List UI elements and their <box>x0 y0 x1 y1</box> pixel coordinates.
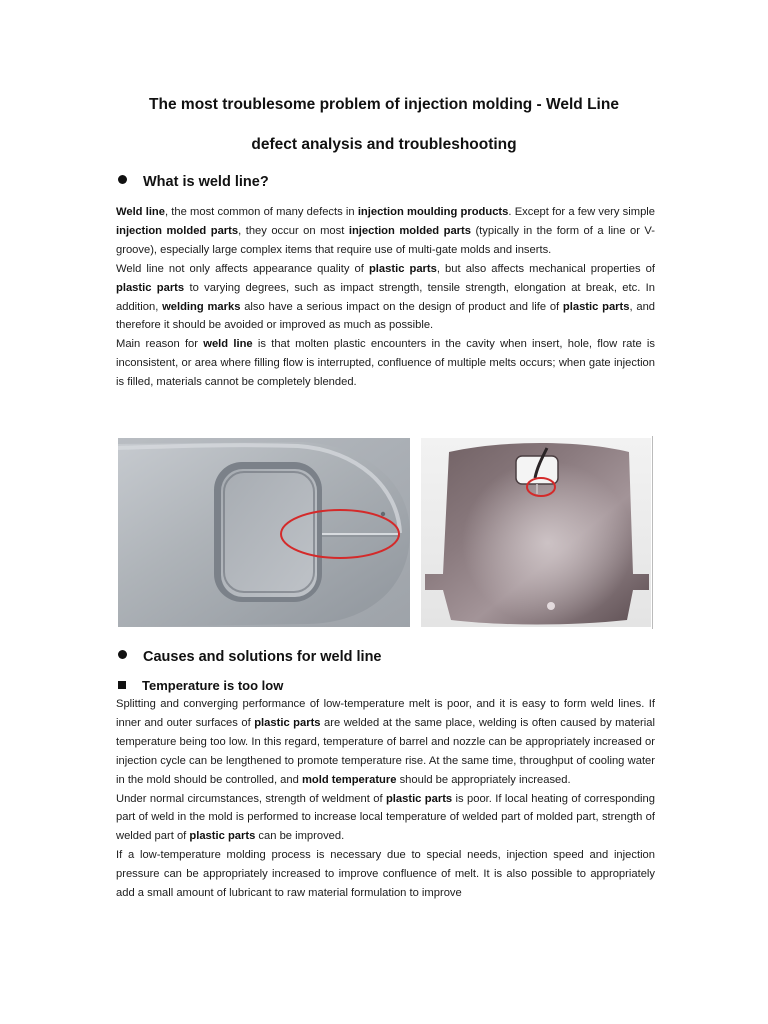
document-title-line-1: The most troublesome problem of injection molding - Weld Line <box>149 96 619 113</box>
text-run: can be improved. <box>255 830 345 843</box>
text-run: (typically in the form of a line or V-groove), especially large complex items that require use of multi-gate molds and inserts. <box>116 224 655 256</box>
molded-cover-image <box>421 438 651 627</box>
bold-term: plastic parts <box>254 716 321 729</box>
section-heading-what-is-weld-line <box>118 174 269 190</box>
bullet-icon <box>118 650 127 659</box>
bold-term: plastic parts <box>562 300 630 313</box>
text-run: are welded at the same place, welding is often caused by material temperature being too low. In this regard, temperature of barrel and nozzle can be appropriately increased or injection cycle can be lengthened to promote temperature rise. At the same time, throughput of cooling water in the mold should be controlled, and <box>116 716 655 786</box>
text-run: , the most common of many defects in <box>165 206 358 218</box>
section1-body <box>116 203 655 392</box>
section2-body <box>116 695 655 903</box>
text-run: Weld line not only affects appearance quality of <box>116 262 369 275</box>
paragraph <box>116 846 655 903</box>
text-run: should be appropriately increased. <box>396 773 571 786</box>
bold-term: mold temperature <box>301 773 397 786</box>
paragraph <box>116 260 655 336</box>
bold-term: injection molded parts <box>348 224 471 237</box>
molded-handle-image <box>118 438 410 627</box>
text-run: is poor. If local heating of corresponding part of weld in the mold is performed to increase local temperature of welded part of molded part, strength of welded part of <box>116 792 655 843</box>
text-run: Splitting and converging performance of low-temperature melt is poor, and it is easy to form weld lines. If inner and outer surfaces of <box>116 698 655 729</box>
paragraph <box>116 790 655 847</box>
bold-term: weld line <box>203 338 253 351</box>
bold-term: injection moulding products <box>357 206 509 218</box>
bold-term: injection molded parts <box>116 224 239 237</box>
bold-term: Weld line <box>116 206 165 218</box>
text-run: Main reason for <box>116 338 204 351</box>
bold-term: welding marks <box>162 300 241 313</box>
text-run: . Except for a few very simple <box>508 206 656 218</box>
document-title-line-2: defect analysis and troubleshooting <box>251 136 517 153</box>
bold-term: plastic parts <box>116 281 185 294</box>
bullet-icon <box>118 175 127 184</box>
text-run: Under normal circumstances, strength of weldment of <box>116 792 386 805</box>
text-run: also have a serious impact on the design of product and life of <box>240 300 563 313</box>
text-run: , and therefore it should be avoided or improved as much as possible. <box>116 300 656 332</box>
paragraph <box>116 335 655 392</box>
paragraph <box>116 203 655 260</box>
section-heading-causes-and-solutions <box>118 649 382 665</box>
text-run: is that molten plastic encounters in the cavity when insert, hole, flow rate is inconsistent, or area where filling flow is interrupted, confluence of multiple melts occurs; when gate injection is filled, materials cannot be completely blended. <box>116 338 656 389</box>
square-bullet-icon <box>118 681 126 689</box>
section-heading-text: Causes and solutions for weld line <box>143 649 382 665</box>
text-run: , but also affects mechanical properties of <box>436 262 655 275</box>
text-run: , they occur on most <box>238 224 349 237</box>
text-run: to varying degrees, such as impact strength, tensile strength, elongation at break, etc. In addition, <box>116 281 655 313</box>
bold-term: plastic parts <box>368 262 437 275</box>
paragraph <box>116 695 655 790</box>
molded-handle-photo <box>118 438 410 627</box>
bold-term: plastic parts <box>385 792 453 805</box>
subheading-text: Temperature is too low <box>142 678 284 693</box>
molded-cover-photo <box>421 438 651 627</box>
section-heading-text: What is weld line? <box>143 174 269 190</box>
image-border-line <box>652 436 653 629</box>
subheading-temperature-too-low <box>118 678 283 693</box>
text-run: If a low-temperature molding process is necessary due to special needs, injection speed and injection pressure can be appropriately increased to improve confluence of melt. It is also possible to appropriately add a small amount of lubricant to raw material formulation to improve <box>116 849 655 900</box>
bold-term: plastic parts <box>189 830 256 843</box>
